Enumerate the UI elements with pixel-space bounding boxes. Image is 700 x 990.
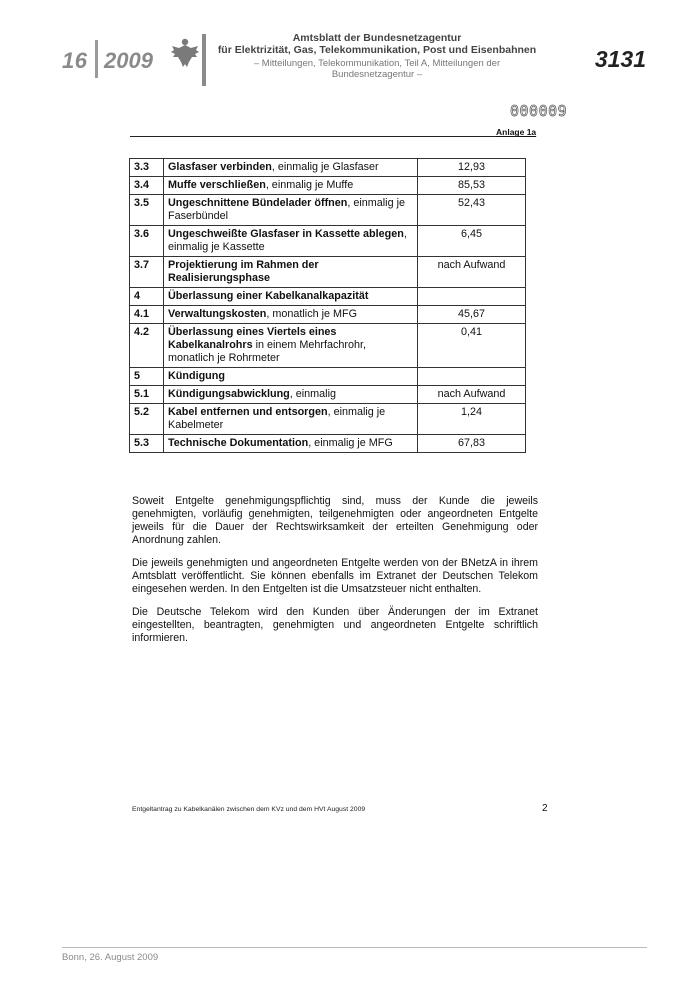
row-description [164,159,418,177]
table-row [130,368,526,386]
row-value: 6,45 [418,226,526,257]
row-description-bold: Projektierung im Rahmen der Realisierungsphase [168,259,319,284]
row-description-bold: Kündigung [168,370,225,382]
row-number: 4.2 [130,324,164,368]
row-number: 5 [130,368,164,386]
table-row [130,386,526,404]
annex-label: Anlage 1a [496,127,537,137]
row-number: 3.4 [130,177,164,195]
row-value: 45,67 [418,306,526,324]
row-description [164,324,418,368]
row-number: 4.1 [130,306,164,324]
row-description-bold: Kündigungsabwicklung [168,388,290,400]
row-number: 5.3 [130,435,164,453]
table-row [130,226,526,257]
row-value [418,288,526,306]
row-number: 3.3 [130,159,164,177]
paragraph-publication: Die jeweils genehmigten und angeordneten Entgelte werden von der BNetzA in ihrem Amtsblatt veröffentlicht. Sie können ebenfalls im Extranet der Deutschen Telekom eingesehen werden. In den Entgelten ist die Umsatzsteuer nicht enthalten. [132,557,538,595]
footer-rule [62,947,647,948]
row-value: nach Aufwand [418,386,526,404]
row-description-rest: , einmalig je Glasfaser [271,161,379,173]
row-description-bold: Überlassung eines Viertels eines Kabelkanalrohrs [168,326,337,351]
issue-year: 2009 [104,48,153,73]
row-description [164,177,418,195]
table-row [130,404,526,435]
row-description-rest: , einmalig je Kassette [168,228,407,253]
footer-place-date: Bonn, 26. August 2009 [62,952,159,963]
table-row [130,324,526,368]
header-bar [202,34,206,86]
row-value [418,368,526,386]
row-description-bold: Muffe verschließen [168,179,266,191]
row-number: 3.6 [130,226,164,257]
row-description-bold: Überlassung einer Kabelkanalkapazität [168,290,369,302]
row-value: 0,41 [418,324,526,368]
paragraph-notification: Die Deutsche Telekom wird den Kunden über Änderungen der im Extranet eingestellten, beantragten, genehmigten und angeordneten Entgelte schriftlich informieren. [132,606,538,644]
federal-eagle-icon [170,36,200,70]
row-description [164,195,418,226]
row-value: 1,24 [418,404,526,435]
row-description [164,288,418,306]
issue-separator [95,40,98,78]
table-row [130,195,526,226]
row-description-bold: Technische Dokumentation [168,437,309,449]
row-description-rest: in einem Mehrfachrohr, monatlich je Rohrmeter [168,339,367,364]
row-description-bold: Kabel entfernen und entsorgen [168,406,328,418]
table-row [130,435,526,453]
row-description [164,306,418,324]
table-row [130,177,526,195]
journal-page-number: 3131 [594,46,646,72]
row-description-bold: Ungeschweißte Glasfaser in Kassette ablegen [168,228,404,240]
row-value: 67,83 [418,435,526,453]
row-number: 3.7 [130,257,164,288]
footer-page-number: 2 [542,803,548,814]
row-description-rest: , einmalig je Faserbündel [168,197,405,222]
row-description [164,257,418,288]
row-description-bold: Ungeschnittene Bündelader öffnen [168,197,348,209]
row-description-bold: Glasfaser verbinden [168,161,272,173]
row-value: 85,53 [418,177,526,195]
row-description-rest: , einmalig je MFG [308,437,393,449]
fee-table-body [130,159,526,453]
row-description-rest: , einmalig je Kabelmeter [168,406,386,431]
row-description-rest: , einmalig [289,388,336,400]
table-row [130,159,526,177]
row-value: 52,43 [418,195,526,226]
journal-title-line1: Amtsblatt der Bundesnetzagentur [292,32,462,44]
row-value: 12,93 [418,159,526,177]
table-row [130,288,526,306]
paragraph-approval: Soweit Entgelte genehmigungspflichtig sind, muss der Kunde die jeweils genehmigten, vorläufig genehmigten, teilgenehmigten oder angeordneten Entgelte jeweils für die Dauer der Rechtswirksamkeit der erteilten Genehmigung oder Anordnung zahlen. [132,495,538,546]
row-description [164,368,418,386]
top-rule [130,136,535,137]
row-description [164,435,418,453]
row-description-rest: , einmalig je Muffe [265,179,354,191]
row-number: 5.1 [130,386,164,404]
row-description [164,386,418,404]
row-number: 4 [130,288,164,306]
row-description-bold: Verwaltungskosten [168,308,267,320]
row-number: 3.5 [130,195,164,226]
table-row [130,257,526,288]
page-stamp: 000009 [510,102,568,120]
row-description [164,226,418,257]
issue-number: 16 [62,48,88,73]
journal-subtitle: – Mitteilungen, Telekommunikation, Teil A, Mitteilungen der Bundesnetzagentur – [253,58,501,80]
row-description [164,404,418,435]
row-value: nach Aufwand [418,257,526,288]
journal-title [212,32,542,56]
row-number: 5.2 [130,404,164,435]
footer-document-title: Entgeltantrag zu Kabelkanälen zwischen dem KVz und dem HVt August 2009 [132,806,366,813]
row-description-rest: , monatlich je MFG [266,308,358,320]
fee-table [129,158,526,453]
table-row [130,306,526,324]
journal-title-line2: für Elektrizität, Gas, Telekommunikation, Post und Eisenbahnen [217,44,537,56]
